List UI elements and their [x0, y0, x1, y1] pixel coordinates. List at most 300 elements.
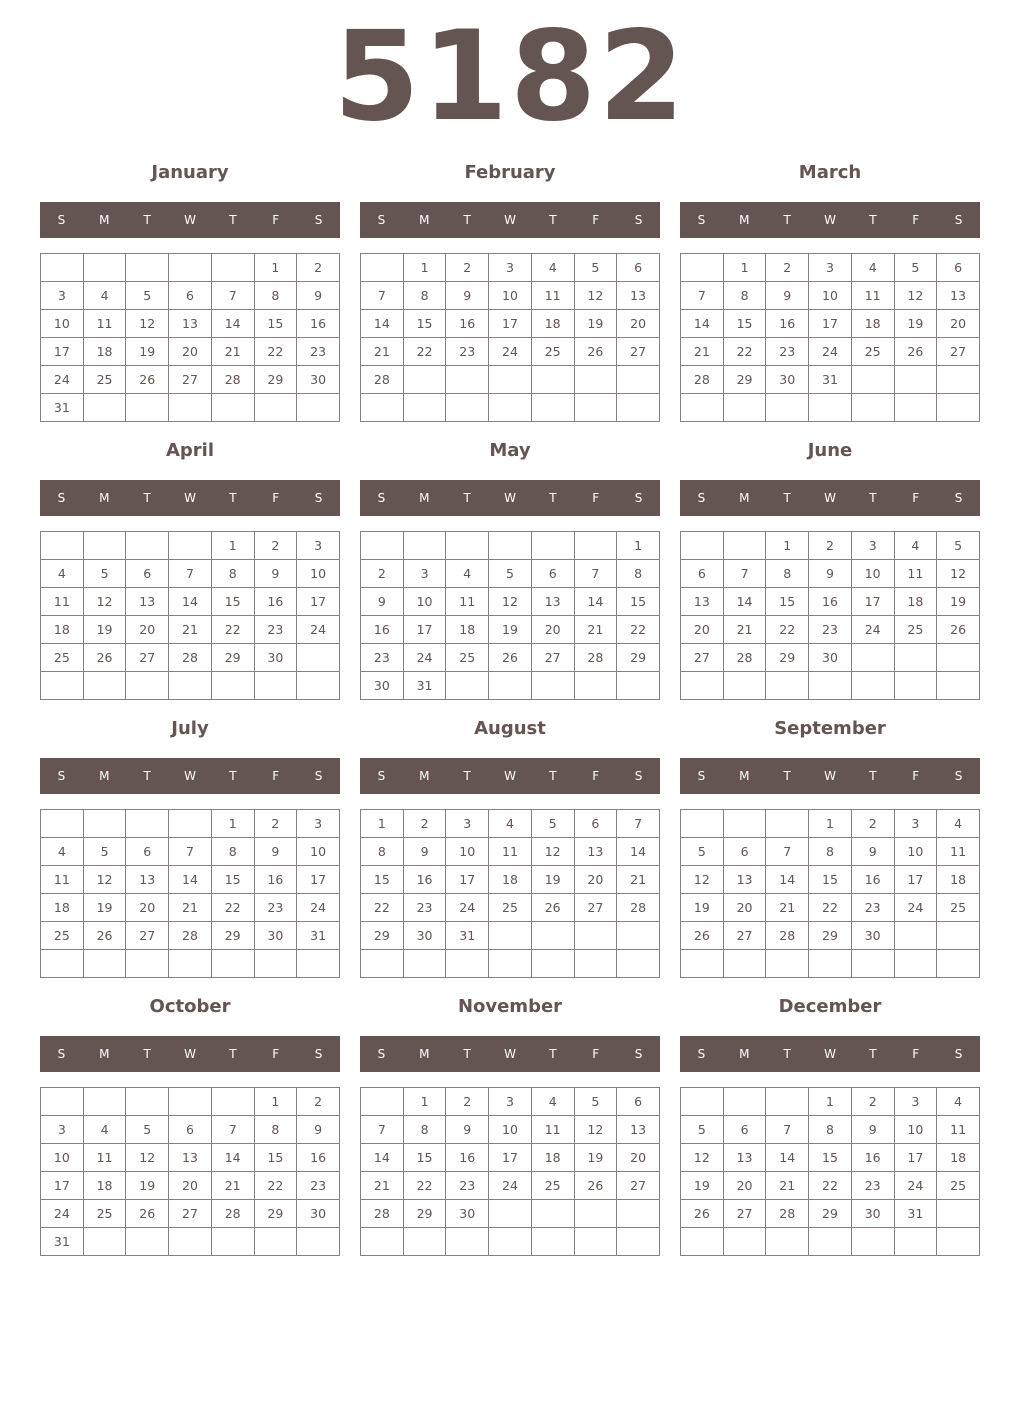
week-row [681, 672, 980, 700]
day-cell: 13 [169, 1144, 212, 1172]
day-cell: 16 [851, 1144, 894, 1172]
empty-day-cell [681, 394, 724, 422]
day-cell: 13 [681, 588, 724, 616]
day-cell: 27 [617, 338, 660, 366]
day-cell: 7 [617, 810, 660, 838]
weekday-label: S [314, 213, 323, 227]
day-cell: 9 [254, 838, 297, 866]
empty-day-cell [254, 1228, 297, 1256]
weekday-label: W [184, 1047, 196, 1061]
day-cell: 18 [937, 866, 980, 894]
day-cell: 1 [403, 1088, 446, 1116]
empty-day-cell [723, 810, 766, 838]
day-cell: 19 [531, 866, 574, 894]
month-name: April [165, 440, 215, 461]
empty-day-cell [489, 922, 532, 950]
weekday-label: W [824, 1047, 836, 1061]
day-cell: 19 [126, 1172, 169, 1200]
weekday-header [40, 202, 340, 238]
empty-day-cell [169, 672, 212, 700]
empty-day-cell [531, 922, 574, 950]
day-cell: 2 [809, 532, 852, 560]
day-cell: 9 [446, 1116, 489, 1144]
day-cell: 4 [894, 532, 937, 560]
empty-day-cell [361, 1228, 404, 1256]
weekday-label: S [634, 491, 643, 505]
weekday-label: T [229, 213, 237, 227]
empty-day-cell [489, 1228, 532, 1256]
empty-day-cell [681, 810, 724, 838]
day-cell: 11 [41, 588, 84, 616]
empty-day-cell [681, 1228, 724, 1256]
empty-day-cell [937, 644, 980, 672]
weekday-label: M [739, 491, 750, 505]
day-cell: 15 [809, 1144, 852, 1172]
day-cell: 30 [361, 672, 404, 700]
day-cell: 4 [446, 560, 489, 588]
day-cell: 8 [403, 282, 446, 310]
day-cell: 9 [446, 282, 489, 310]
day-cell: 27 [937, 338, 980, 366]
day-cell: 30 [851, 922, 894, 950]
empty-day-cell [83, 394, 126, 422]
day-grid [360, 253, 660, 422]
day-cell: 20 [126, 616, 169, 644]
empty-day-cell [574, 532, 617, 560]
day-cell: 16 [254, 866, 297, 894]
empty-day-cell [126, 672, 169, 700]
day-cell: 3 [403, 560, 446, 588]
day-cell: 11 [489, 838, 532, 866]
month-name: October [149, 996, 231, 1017]
empty-day-cell [574, 394, 617, 422]
empty-day-cell [617, 950, 660, 978]
year-title: 5182 [333, 5, 687, 149]
empty-day-cell [297, 644, 340, 672]
empty-day-cell [809, 950, 852, 978]
day-cell: 13 [617, 1116, 660, 1144]
weekday-label: S [634, 1047, 643, 1061]
day-cell: 3 [489, 1088, 532, 1116]
weekday-label: T [229, 1047, 237, 1061]
weekday-label: S [634, 769, 643, 783]
day-cell: 3 [41, 282, 84, 310]
day-cell: 24 [41, 1200, 84, 1228]
day-cell: 21 [361, 338, 404, 366]
empty-day-cell [894, 1228, 937, 1256]
day-cell: 5 [126, 1116, 169, 1144]
day-cell: 8 [809, 1116, 852, 1144]
day-cell: 5 [83, 560, 126, 588]
day-cell: 25 [83, 1200, 126, 1228]
empty-day-cell [851, 366, 894, 394]
day-cell: 28 [361, 1200, 404, 1228]
day-cell: 17 [489, 1144, 532, 1172]
weekday-label: F [912, 213, 920, 227]
empty-day-cell [211, 1228, 254, 1256]
weekday-header [680, 758, 980, 794]
week-row [361, 1144, 660, 1172]
day-cell: 16 [361, 616, 404, 644]
day-cell: 10 [41, 1144, 84, 1172]
empty-day-cell [83, 254, 126, 282]
day-cell: 11 [446, 588, 489, 616]
empty-day-cell [851, 672, 894, 700]
day-cell: 1 [254, 254, 297, 282]
empty-day-cell [723, 672, 766, 700]
day-cell: 23 [361, 644, 404, 672]
empty-day-cell [489, 366, 532, 394]
weekday-label: W [184, 491, 196, 505]
day-cell: 23 [297, 338, 340, 366]
weekday-label: W [184, 213, 196, 227]
week-row [41, 950, 340, 978]
day-cell: 25 [937, 1172, 980, 1200]
day-cell: 30 [297, 366, 340, 394]
empty-day-cell [723, 532, 766, 560]
week-row [681, 1088, 980, 1116]
weekday-label: S [954, 769, 963, 783]
day-cell: 11 [41, 866, 84, 894]
day-cell: 27 [681, 644, 724, 672]
day-cell: 1 [766, 532, 809, 560]
day-cell: 13 [531, 588, 574, 616]
day-cell: 5 [83, 838, 126, 866]
day-cell: 23 [403, 894, 446, 922]
week-row [361, 922, 660, 950]
day-cell: 3 [297, 810, 340, 838]
day-cell: 5 [681, 1116, 724, 1144]
empty-day-cell [617, 1200, 660, 1228]
day-cell: 3 [41, 1116, 84, 1144]
empty-day-cell [41, 672, 84, 700]
month-name: February [464, 162, 556, 183]
empty-day-cell [574, 672, 617, 700]
day-cell: 14 [211, 1144, 254, 1172]
day-cell: 29 [809, 1200, 852, 1228]
day-cell: 31 [894, 1200, 937, 1228]
empty-day-cell [894, 922, 937, 950]
empty-day-cell [809, 394, 852, 422]
day-cell: 21 [361, 1172, 404, 1200]
empty-day-cell [83, 532, 126, 560]
empty-day-cell [574, 922, 617, 950]
weekday-label: W [824, 769, 836, 783]
week-row [41, 866, 340, 894]
empty-day-cell [681, 532, 724, 560]
day-cell: 24 [489, 338, 532, 366]
day-cell: 24 [894, 1172, 937, 1200]
weekday-label: F [592, 1047, 600, 1061]
day-cell: 8 [766, 560, 809, 588]
day-cell: 17 [489, 310, 532, 338]
week-row [41, 616, 340, 644]
day-cell: 11 [937, 838, 980, 866]
day-cell: 10 [297, 838, 340, 866]
day-cell: 13 [126, 588, 169, 616]
week-row [361, 950, 660, 978]
empty-day-cell [361, 394, 404, 422]
empty-day-cell [723, 1088, 766, 1116]
week-row [681, 254, 980, 282]
day-cell: 4 [531, 254, 574, 282]
empty-day-cell [766, 394, 809, 422]
empty-day-cell [851, 394, 894, 422]
weekday-label: F [592, 213, 600, 227]
weekday-label: S [954, 1047, 963, 1061]
week-row [41, 560, 340, 588]
day-cell: 25 [489, 894, 532, 922]
weekday-header [40, 758, 340, 794]
day-cell: 19 [574, 310, 617, 338]
day-grid [40, 531, 340, 700]
day-cell: 17 [894, 866, 937, 894]
empty-day-cell [489, 1200, 532, 1228]
empty-day-cell [937, 922, 980, 950]
day-cell: 1 [211, 532, 254, 560]
week-row [41, 922, 340, 950]
day-cell: 20 [169, 1172, 212, 1200]
empty-day-cell [169, 1088, 212, 1116]
weekday-label: W [184, 769, 196, 783]
day-cell: 16 [766, 310, 809, 338]
week-row [41, 838, 340, 866]
day-cell: 15 [361, 866, 404, 894]
day-cell: 18 [851, 310, 894, 338]
day-cell: 28 [766, 922, 809, 950]
weekday-label: S [314, 1047, 323, 1061]
day-cell: 12 [489, 588, 532, 616]
empty-day-cell [531, 1200, 574, 1228]
weekday-label: F [592, 491, 600, 505]
month-name: March [798, 162, 862, 183]
weekday-label: T [869, 213, 877, 227]
week-row [361, 672, 660, 700]
weekday-label: T [463, 213, 471, 227]
day-cell: 13 [723, 866, 766, 894]
weekday-label: S [377, 491, 386, 505]
day-cell: 27 [169, 1200, 212, 1228]
empty-day-cell [83, 950, 126, 978]
day-cell: 22 [211, 616, 254, 644]
day-cell: 23 [446, 1172, 489, 1200]
week-row [41, 1228, 340, 1256]
weekday-label: T [783, 213, 791, 227]
week-row [41, 1200, 340, 1228]
day-cell: 30 [254, 644, 297, 672]
day-cell: 19 [681, 1172, 724, 1200]
day-cell: 2 [446, 254, 489, 282]
day-cell: 6 [723, 838, 766, 866]
day-cell: 10 [809, 282, 852, 310]
week-row [361, 310, 660, 338]
day-cell: 9 [254, 560, 297, 588]
day-cell: 11 [937, 1116, 980, 1144]
empty-day-cell [937, 394, 980, 422]
empty-day-cell [531, 1228, 574, 1256]
weekday-label: S [954, 491, 963, 505]
day-cell: 22 [403, 1172, 446, 1200]
empty-day-cell [361, 1088, 404, 1116]
day-cell: 24 [489, 1172, 532, 1200]
day-cell: 13 [723, 1144, 766, 1172]
empty-day-cell [211, 1088, 254, 1116]
day-cell: 28 [361, 366, 404, 394]
week-row [681, 866, 980, 894]
weekday-label: F [592, 769, 600, 783]
day-cell: 15 [211, 588, 254, 616]
day-cell: 8 [361, 838, 404, 866]
weekday-label: W [504, 1047, 516, 1061]
empty-day-cell [403, 366, 446, 394]
day-cell: 29 [617, 644, 660, 672]
day-cell: 7 [574, 560, 617, 588]
day-cell: 24 [403, 644, 446, 672]
day-cell: 25 [83, 366, 126, 394]
empty-day-cell [617, 394, 660, 422]
empty-day-cell [126, 1228, 169, 1256]
empty-day-cell [297, 950, 340, 978]
weekday-label: F [272, 491, 280, 505]
day-cell: 1 [254, 1088, 297, 1116]
day-cell: 30 [851, 1200, 894, 1228]
weekday-label: T [783, 769, 791, 783]
day-cell: 10 [446, 838, 489, 866]
day-cell: 9 [851, 838, 894, 866]
day-cell: 18 [83, 1172, 126, 1200]
month-name: November [457, 996, 563, 1017]
day-cell: 5 [894, 254, 937, 282]
day-cell: 27 [126, 644, 169, 672]
week-row [681, 366, 980, 394]
weekday-label: T [229, 769, 237, 783]
empty-day-cell [894, 672, 937, 700]
day-cell: 5 [937, 532, 980, 560]
day-cell: 18 [446, 616, 489, 644]
empty-day-cell [617, 922, 660, 950]
weekday-label: M [99, 769, 110, 783]
weekday-label: T [549, 769, 557, 783]
week-row [41, 894, 340, 922]
empty-day-cell [766, 810, 809, 838]
day-cell: 29 [361, 922, 404, 950]
day-cell: 14 [681, 310, 724, 338]
day-cell: 28 [169, 644, 212, 672]
day-cell: 22 [723, 338, 766, 366]
day-cell: 25 [851, 338, 894, 366]
day-cell: 13 [617, 282, 660, 310]
day-cell: 7 [169, 838, 212, 866]
day-cell: 3 [894, 810, 937, 838]
day-cell: 15 [723, 310, 766, 338]
week-row [681, 532, 980, 560]
week-row [41, 810, 340, 838]
day-cell: 1 [617, 532, 660, 560]
week-row [41, 366, 340, 394]
day-grid [680, 253, 980, 422]
day-cell: 20 [723, 1172, 766, 1200]
weekday-label: M [739, 1047, 750, 1061]
day-cell: 16 [297, 310, 340, 338]
week-row [361, 394, 660, 422]
day-cell: 5 [681, 838, 724, 866]
empty-day-cell [617, 366, 660, 394]
day-cell: 9 [403, 838, 446, 866]
day-cell: 28 [574, 644, 617, 672]
day-cell: 23 [851, 1172, 894, 1200]
week-row [361, 810, 660, 838]
weekday-label: F [272, 1047, 280, 1061]
week-row [681, 1228, 980, 1256]
day-cell: 31 [809, 366, 852, 394]
empty-day-cell [211, 394, 254, 422]
day-cell: 17 [41, 1172, 84, 1200]
day-cell: 19 [489, 616, 532, 644]
empty-day-cell [126, 810, 169, 838]
empty-day-cell [169, 810, 212, 838]
weekday-label: M [739, 213, 750, 227]
day-cell: 23 [766, 338, 809, 366]
day-cell: 23 [809, 616, 852, 644]
day-cell: 24 [446, 894, 489, 922]
week-row [361, 616, 660, 644]
day-cell: 22 [766, 616, 809, 644]
day-cell: 25 [41, 644, 84, 672]
day-cell: 9 [766, 282, 809, 310]
day-cell: 4 [489, 810, 532, 838]
empty-day-cell [446, 532, 489, 560]
empty-day-cell [766, 950, 809, 978]
day-cell: 2 [403, 810, 446, 838]
day-cell: 6 [937, 254, 980, 282]
day-cell: 21 [681, 338, 724, 366]
day-cell: 16 [446, 1144, 489, 1172]
weekday-header [40, 1036, 340, 1072]
week-row [361, 1228, 660, 1256]
day-cell: 26 [83, 922, 126, 950]
day-cell: 10 [297, 560, 340, 588]
week-row [41, 1144, 340, 1172]
day-cell: 28 [766, 1200, 809, 1228]
day-cell: 4 [531, 1088, 574, 1116]
day-cell: 27 [169, 366, 212, 394]
day-cell: 3 [489, 254, 532, 282]
empty-day-cell [446, 672, 489, 700]
weekday-label: T [869, 1047, 877, 1061]
week-row [361, 1088, 660, 1116]
day-cell: 21 [211, 1172, 254, 1200]
day-cell: 1 [403, 254, 446, 282]
day-cell: 6 [126, 560, 169, 588]
day-cell: 2 [297, 1088, 340, 1116]
day-cell: 4 [851, 254, 894, 282]
day-cell: 15 [254, 1144, 297, 1172]
week-row [41, 532, 340, 560]
weekday-label: F [912, 491, 920, 505]
weekday-label: M [99, 213, 110, 227]
day-cell: 17 [403, 616, 446, 644]
week-row [361, 1172, 660, 1200]
day-cell: 29 [254, 366, 297, 394]
empty-day-cell [937, 1200, 980, 1228]
day-cell: 7 [169, 560, 212, 588]
day-cell: 14 [723, 588, 766, 616]
day-cell: 11 [83, 1144, 126, 1172]
day-cell: 8 [403, 1116, 446, 1144]
day-cell: 21 [723, 616, 766, 644]
day-cell: 16 [446, 310, 489, 338]
day-cell: 27 [531, 644, 574, 672]
